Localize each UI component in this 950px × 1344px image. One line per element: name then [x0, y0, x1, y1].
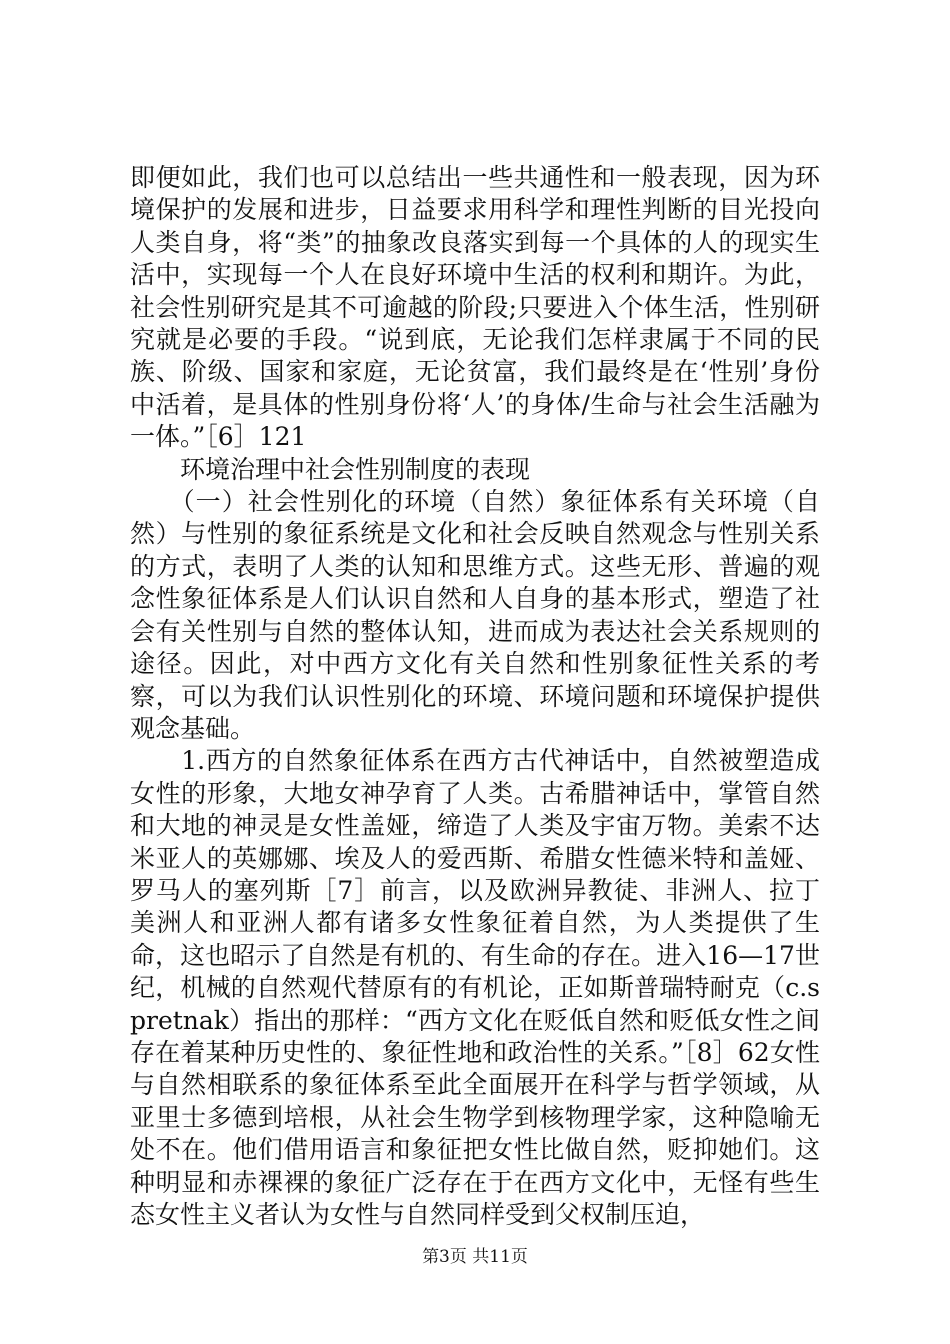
- document-body: [130, 162, 820, 1231]
- body-paragraph: 1.西方的自然象征体系在西方古代神话中，自然被塑造成女性的形象，大地女神孕育了人类。古希腊神话中，掌管自然和大地的神灵是女性盖娅，缔造了人类及宇宙万物。美索不达米亚人的英娜娜、埃及人的爱西斯、希腊女性德米特和盖娅、罗马人的塞列斯［7］前言，以及欧洲异教徒、非洲人、拉丁美洲人和亚洲人都有诸多女性象征着自然，为人类提供了生命，这也昭示了自然是有机的、有生命的存在。进入16—17世纪，机械的自然观代替原有的有机论，正如斯普瑞特耐克（c.spretnak）指出的那样：“西方文化在贬低自然和贬低女性之间存在着某种历史性的、象征性地和政治性的关系。”［8］62女性与自然相联系的象征体系至此全面展开在科学与哲学领域，从亚里士多德到培根，从社会生物学到核物理学家，这种隐喻无处不在。他们借用语言和象征把女性比做自然，贬抑她们。这种明显和赤裸裸的象征广泛存在于在西方文化中，无怪有些生态女性主义者认为女性与自然同样受到父权制压迫，: [130, 746, 820, 1229]
- section-heading: 环境治理中社会性别制度的表现: [130, 454, 531, 484]
- body-paragraph: 即便如此，我们也可以总结出一些共通性和一般表现，因为环境保护的发展和进步，日益要求用科学和理性判断的目光投向人类自身，将“类”的抽象改良落实到每一个具体的人的现实生活中，实现每一个人在良好环境中生活的权利和期许。为此，社会性别研究是其不可逾越的阶段;只要进入个体生活，性别研究就是必要的手段。“说到底，无论我们怎样隶属于不同的民族、阶级、国家和家庭，无论贫富，我们最终是在‘性别’身份中活着，是具体的性别身份将‘人’的身体/生命与社会生活融为一体。”［6］121: [130, 163, 820, 452]
- page-number-footer: 第3页 共11页: [422, 1247, 528, 1267]
- body-paragraph: （一）社会性别化的环境（自然）象征体系有关环境（自然）与性别的象征系统是文化和社会反映自然观念与性别关系的方式，表明了人类的认知和思维方式。这些无形、普遍的观念性象征体系是人们认识自然和人自身的基本形式，塑造了社会有关性别与自然的整体认知，进而成为表达社会关系规则的途径。因此，对中西方文化有关自然和性别象征性关系的考察，可以为我们认识性别化的环境、环境问题和环境保护提供观念基础。: [130, 487, 820, 743]
